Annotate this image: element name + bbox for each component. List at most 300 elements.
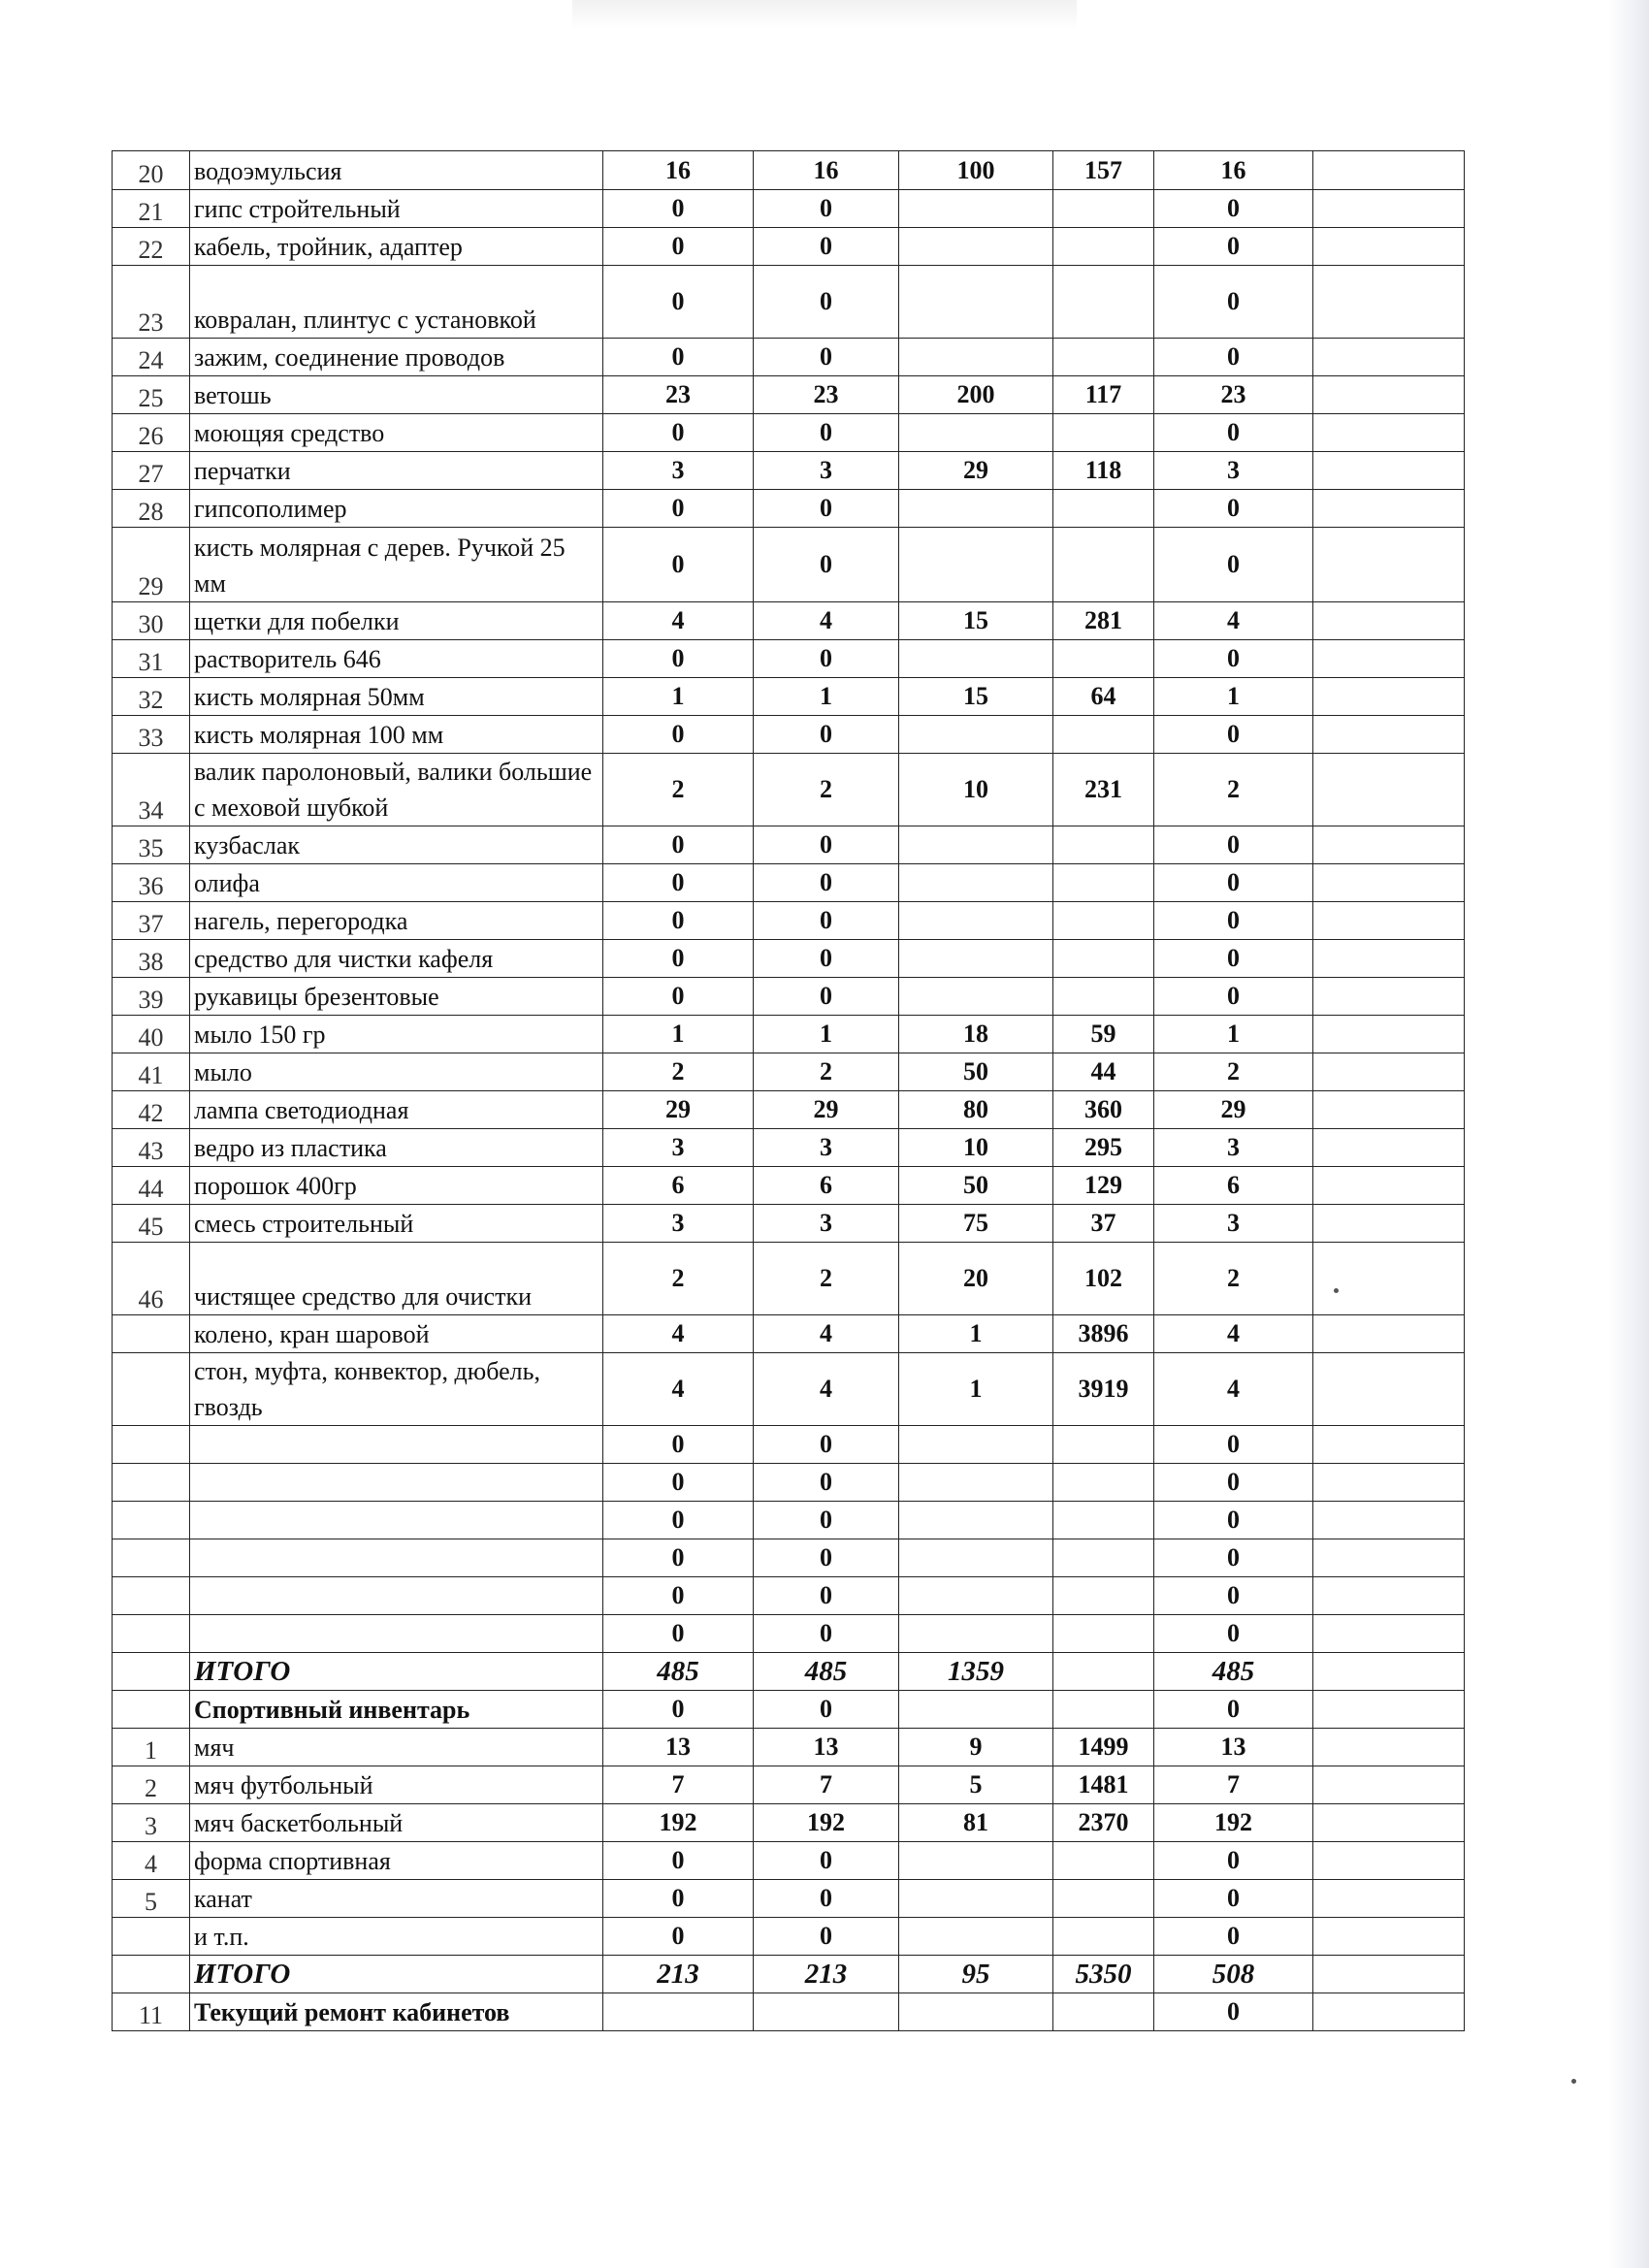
value-cell-3 xyxy=(899,826,1053,864)
table-row xyxy=(113,940,1465,978)
table-row xyxy=(113,1167,1465,1205)
value-cell-1: 0 xyxy=(603,978,754,1016)
value-cell-4 xyxy=(1053,1918,1154,1956)
value-cell-2: 0 xyxy=(754,864,899,902)
item-name-cell: смесь строительный xyxy=(190,1205,603,1243)
item-name-cell: нагель, перегородка xyxy=(190,902,603,940)
value-cell-3 xyxy=(899,716,1053,754)
table-row xyxy=(113,678,1465,716)
value-cell-4 xyxy=(1053,1691,1154,1729)
value-cell-5: 0 xyxy=(1154,1464,1313,1502)
row-number-cell xyxy=(113,1653,190,1691)
value-cell-3: 5 xyxy=(899,1766,1053,1804)
item-name-cell: мыло 150 гр xyxy=(190,1016,603,1053)
value-cell-3 xyxy=(899,864,1053,902)
value-cell-1: 213 xyxy=(603,1956,754,1993)
value-cell-3: 20 xyxy=(899,1243,1053,1315)
empty-cell xyxy=(1313,1691,1465,1729)
value-cell-5: 0 xyxy=(1154,1842,1313,1880)
row-number-cell: 26 xyxy=(113,414,190,452)
row-number-cell: 31 xyxy=(113,640,190,678)
value-cell-4: 157 xyxy=(1053,151,1154,190)
value-cell-4: 64 xyxy=(1053,678,1154,716)
row-number-cell: 41 xyxy=(113,1053,190,1091)
empty-cell xyxy=(1313,754,1465,826)
item-name-cell: ветошь xyxy=(190,376,603,414)
table-row xyxy=(113,826,1465,864)
row-number-cell xyxy=(113,1502,190,1539)
value-cell-3: 1 xyxy=(899,1315,1053,1353)
table-row xyxy=(113,190,1465,228)
table-row xyxy=(113,452,1465,490)
value-cell-4 xyxy=(1053,1577,1154,1615)
value-cell-4: 129 xyxy=(1053,1167,1154,1205)
value-cell-4 xyxy=(1053,1880,1154,1918)
item-name-cell: порошок 400гр xyxy=(190,1167,603,1205)
value-cell-5: 13 xyxy=(1154,1729,1313,1766)
value-cell-3 xyxy=(899,339,1053,376)
value-cell-2: 0 xyxy=(754,1577,899,1615)
row-number-cell: 25 xyxy=(113,376,190,414)
value-cell-2: 0 xyxy=(754,1918,899,1956)
row-number-cell: 28 xyxy=(113,490,190,528)
value-cell-1: 3 xyxy=(603,452,754,490)
value-cell-3 xyxy=(899,190,1053,228)
empty-cell xyxy=(1313,376,1465,414)
row-number-cell: 38 xyxy=(113,940,190,978)
value-cell-2: 0 xyxy=(754,1615,899,1653)
empty-cell xyxy=(1313,902,1465,940)
table-row xyxy=(113,490,1465,528)
value-cell-5: 3 xyxy=(1154,452,1313,490)
value-cell-2: 0 xyxy=(754,1539,899,1577)
empty-cell xyxy=(1313,151,1465,190)
value-cell-1 xyxy=(603,1993,754,2031)
value-cell-4: 118 xyxy=(1053,452,1154,490)
empty-cell xyxy=(1313,1842,1465,1880)
value-cell-3: 15 xyxy=(899,602,1053,640)
empty-cell xyxy=(1313,1315,1465,1353)
value-cell-4 xyxy=(1053,902,1154,940)
value-cell-4: 44 xyxy=(1053,1053,1154,1091)
item-name-cell: стон, муфта, конвектор, дюбель, гвоздь xyxy=(190,1353,603,1426)
value-cell-5: 0 xyxy=(1154,339,1313,376)
value-cell-2: 0 xyxy=(754,414,899,452)
value-cell-2 xyxy=(754,1993,899,2031)
empty-cell xyxy=(1313,1016,1465,1053)
value-cell-4 xyxy=(1053,228,1154,266)
item-name-cell xyxy=(190,1615,603,1653)
row-number-cell: 11 xyxy=(113,1993,190,2031)
value-cell-3: 29 xyxy=(899,452,1053,490)
table-row xyxy=(113,1315,1465,1353)
value-cell-2: 0 xyxy=(754,978,899,1016)
row-number-cell: 21 xyxy=(113,190,190,228)
row-number-cell xyxy=(113,1918,190,1956)
value-cell-2: 0 xyxy=(754,716,899,754)
value-cell-5: 0 xyxy=(1154,902,1313,940)
value-cell-1: 23 xyxy=(603,376,754,414)
value-cell-5: 0 xyxy=(1154,266,1313,339)
value-cell-2: 2 xyxy=(754,1243,899,1315)
value-cell-2: 23 xyxy=(754,376,899,414)
value-cell-4 xyxy=(1053,864,1154,902)
empty-cell xyxy=(1313,826,1465,864)
row-number-cell: 34 xyxy=(113,754,190,826)
row-number-cell: 22 xyxy=(113,228,190,266)
value-cell-3 xyxy=(899,414,1053,452)
item-name-cell: кисть молярная 50мм xyxy=(190,678,603,716)
value-cell-4 xyxy=(1053,978,1154,1016)
value-cell-2: 4 xyxy=(754,1353,899,1426)
value-cell-1: 3 xyxy=(603,1129,754,1167)
value-cell-1: 0 xyxy=(603,1577,754,1615)
empty-cell xyxy=(1313,1729,1465,1766)
value-cell-3: 10 xyxy=(899,754,1053,826)
value-cell-3: 15 xyxy=(899,678,1053,716)
value-cell-3 xyxy=(899,1918,1053,1956)
value-cell-5: 0 xyxy=(1154,1577,1313,1615)
empty-cell xyxy=(1313,716,1465,754)
item-name-cell: зажим, соединение проводов xyxy=(190,339,603,376)
value-cell-3: 1359 xyxy=(899,1653,1053,1691)
value-cell-5: 0 xyxy=(1154,640,1313,678)
value-cell-2: 0 xyxy=(754,1464,899,1502)
value-cell-2: 1 xyxy=(754,678,899,716)
item-name-cell: ИТОГО xyxy=(190,1653,603,1691)
value-cell-2: 0 xyxy=(754,902,899,940)
total-row xyxy=(113,1956,1465,1993)
value-cell-1: 2 xyxy=(603,1243,754,1315)
value-cell-1: 1 xyxy=(603,1016,754,1053)
value-cell-3 xyxy=(899,640,1053,678)
row-number-cell: 46 xyxy=(113,1243,190,1315)
row-number-cell xyxy=(113,1464,190,1502)
value-cell-2: 0 xyxy=(754,228,899,266)
value-cell-3 xyxy=(899,528,1053,602)
row-number-cell: 39 xyxy=(113,978,190,1016)
value-cell-5: 0 xyxy=(1154,864,1313,902)
table-row xyxy=(113,528,1465,602)
item-name-cell: растворитель 646 xyxy=(190,640,603,678)
empty-cell xyxy=(1313,1243,1465,1315)
table-row xyxy=(113,228,1465,266)
value-cell-4: 59 xyxy=(1053,1016,1154,1053)
empty-cell xyxy=(1313,940,1465,978)
value-cell-5: 2 xyxy=(1154,1053,1313,1091)
value-cell-2: 213 xyxy=(754,1956,899,1993)
value-cell-2: 0 xyxy=(754,1691,899,1729)
value-cell-4 xyxy=(1053,826,1154,864)
value-cell-5: 1 xyxy=(1154,678,1313,716)
value-cell-3 xyxy=(899,978,1053,1016)
value-cell-1: 2 xyxy=(603,754,754,826)
table-row xyxy=(113,1577,1465,1615)
row-number-cell: 43 xyxy=(113,1129,190,1167)
item-name-cell xyxy=(190,1539,603,1577)
table-row xyxy=(113,1129,1465,1167)
row-number-cell: 5 xyxy=(113,1880,190,1918)
value-cell-5: 192 xyxy=(1154,1804,1313,1842)
value-cell-4: 231 xyxy=(1053,754,1154,826)
empty-cell xyxy=(1313,1464,1465,1502)
value-cell-3 xyxy=(899,902,1053,940)
value-cell-4: 295 xyxy=(1053,1129,1154,1167)
item-name-cell: и т.п. xyxy=(190,1918,603,1956)
value-cell-2: 0 xyxy=(754,940,899,978)
item-name-cell: мяч баскетбольный xyxy=(190,1804,603,1842)
item-name-cell: рукавицы брезентовые xyxy=(190,978,603,1016)
item-name-cell: ковралан, плинтус с установкой xyxy=(190,266,603,339)
value-cell-1: 0 xyxy=(603,266,754,339)
empty-cell xyxy=(1313,266,1465,339)
value-cell-2: 3 xyxy=(754,452,899,490)
value-cell-1: 0 xyxy=(603,940,754,978)
value-cell-5: 16 xyxy=(1154,151,1313,190)
value-cell-2: 0 xyxy=(754,1426,899,1464)
value-cell-1: 4 xyxy=(603,602,754,640)
table-row xyxy=(113,1918,1465,1956)
value-cell-1: 6 xyxy=(603,1167,754,1205)
item-name-cell xyxy=(190,1577,603,1615)
value-cell-3 xyxy=(899,1880,1053,1918)
item-name-cell: гипсополимер xyxy=(190,490,603,528)
value-cell-1: 0 xyxy=(603,1539,754,1577)
item-name-cell: канат xyxy=(190,1880,603,1918)
item-name-cell: Спортивный инвентарь xyxy=(190,1691,603,1729)
empty-cell xyxy=(1313,1880,1465,1918)
table-row xyxy=(113,414,1465,452)
scan-dot xyxy=(1334,1288,1339,1293)
table-row xyxy=(113,1615,1465,1653)
value-cell-5: 0 xyxy=(1154,1539,1313,1577)
section-row xyxy=(113,1691,1465,1729)
value-cell-4: 117 xyxy=(1053,376,1154,414)
value-cell-3: 80 xyxy=(899,1091,1053,1129)
row-number-cell xyxy=(113,1315,190,1353)
value-cell-2: 0 xyxy=(754,1880,899,1918)
empty-cell xyxy=(1313,228,1465,266)
value-cell-4 xyxy=(1053,1464,1154,1502)
row-number-cell: 30 xyxy=(113,602,190,640)
value-cell-2: 0 xyxy=(754,826,899,864)
value-cell-5: 3 xyxy=(1154,1205,1313,1243)
value-cell-2: 3 xyxy=(754,1129,899,1167)
value-cell-5: 1 xyxy=(1154,1016,1313,1053)
inventory-table xyxy=(112,150,1465,2031)
table-row xyxy=(113,1016,1465,1053)
row-number-cell: 37 xyxy=(113,902,190,940)
value-cell-4 xyxy=(1053,528,1154,602)
value-cell-4 xyxy=(1053,1615,1154,1653)
value-cell-1: 0 xyxy=(603,826,754,864)
row-number-cell xyxy=(113,1353,190,1426)
item-name-cell: мяч футбольный xyxy=(190,1766,603,1804)
value-cell-1: 0 xyxy=(603,1464,754,1502)
item-name-cell: водоэмульсия xyxy=(190,151,603,190)
value-cell-4: 2370 xyxy=(1053,1804,1154,1842)
value-cell-4 xyxy=(1053,490,1154,528)
value-cell-3 xyxy=(899,1993,1053,2031)
empty-cell xyxy=(1313,678,1465,716)
item-name-cell xyxy=(190,1464,603,1502)
row-number-cell: 24 xyxy=(113,339,190,376)
item-name-cell: лампа светодиодная xyxy=(190,1091,603,1129)
row-number-cell xyxy=(113,1956,190,1993)
value-cell-3: 95 xyxy=(899,1956,1053,1993)
row-number-cell xyxy=(113,1577,190,1615)
table-row xyxy=(113,602,1465,640)
item-name-cell: кузбаслак xyxy=(190,826,603,864)
value-cell-1: 0 xyxy=(603,1842,754,1880)
value-cell-5: 0 xyxy=(1154,1426,1313,1464)
value-cell-3 xyxy=(899,228,1053,266)
empty-cell xyxy=(1313,1502,1465,1539)
value-cell-2: 192 xyxy=(754,1804,899,1842)
value-cell-2: 4 xyxy=(754,602,899,640)
row-number-cell xyxy=(113,1426,190,1464)
value-cell-1: 0 xyxy=(603,339,754,376)
value-cell-2: 7 xyxy=(754,1766,899,1804)
value-cell-2: 13 xyxy=(754,1729,899,1766)
table-row xyxy=(113,376,1465,414)
empty-cell xyxy=(1313,1091,1465,1129)
table-row xyxy=(113,339,1465,376)
empty-cell xyxy=(1313,1766,1465,1804)
value-cell-5: 0 xyxy=(1154,978,1313,1016)
value-cell-4: 281 xyxy=(1053,602,1154,640)
value-cell-4: 5350 xyxy=(1053,1956,1154,1993)
value-cell-1: 0 xyxy=(603,1918,754,1956)
value-cell-4: 1499 xyxy=(1053,1729,1154,1766)
value-cell-5: 0 xyxy=(1154,528,1313,602)
value-cell-2: 1 xyxy=(754,1016,899,1053)
value-cell-1: 29 xyxy=(603,1091,754,1129)
value-cell-5: 6 xyxy=(1154,1167,1313,1205)
row-number-cell: 40 xyxy=(113,1016,190,1053)
value-cell-4 xyxy=(1053,1993,1154,2031)
table-row xyxy=(113,1729,1465,1766)
value-cell-3: 75 xyxy=(899,1205,1053,1243)
table-row xyxy=(113,1766,1465,1804)
value-cell-3 xyxy=(899,1539,1053,1577)
row-number-cell: 2 xyxy=(113,1766,190,1804)
row-number-cell xyxy=(113,1539,190,1577)
value-cell-2: 0 xyxy=(754,528,899,602)
value-cell-3: 100 xyxy=(899,151,1053,190)
value-cell-1: 0 xyxy=(603,1615,754,1653)
value-cell-1: 192 xyxy=(603,1804,754,1842)
empty-cell xyxy=(1313,1615,1465,1653)
value-cell-3 xyxy=(899,490,1053,528)
row-number-cell: 1 xyxy=(113,1729,190,1766)
value-cell-3: 200 xyxy=(899,376,1053,414)
empty-cell xyxy=(1313,640,1465,678)
table-row xyxy=(113,1205,1465,1243)
item-name-cell: олифа xyxy=(190,864,603,902)
value-cell-2: 0 xyxy=(754,266,899,339)
value-cell-5: 2 xyxy=(1154,754,1313,826)
value-cell-2: 3 xyxy=(754,1205,899,1243)
value-cell-5: 508 xyxy=(1154,1956,1313,1993)
item-name-cell: мяч xyxy=(190,1729,603,1766)
row-number-cell: 42 xyxy=(113,1091,190,1129)
value-cell-3 xyxy=(899,1577,1053,1615)
value-cell-1: 7 xyxy=(603,1766,754,1804)
item-name-cell: валик паролоновый, валики большие с меховой шубкой xyxy=(190,754,603,826)
value-cell-2: 0 xyxy=(754,339,899,376)
value-cell-2: 4 xyxy=(754,1315,899,1353)
table-row xyxy=(113,1880,1465,1918)
value-cell-1: 0 xyxy=(603,864,754,902)
value-cell-4: 37 xyxy=(1053,1205,1154,1243)
row-number-cell xyxy=(113,1615,190,1653)
row-number-cell: 29 xyxy=(113,528,190,602)
value-cell-4: 3919 xyxy=(1053,1353,1154,1426)
value-cell-4 xyxy=(1053,940,1154,978)
row-number-cell: 36 xyxy=(113,864,190,902)
value-cell-3 xyxy=(899,1464,1053,1502)
empty-cell xyxy=(1313,190,1465,228)
value-cell-1: 4 xyxy=(603,1353,754,1426)
empty-cell xyxy=(1313,1956,1465,1993)
value-cell-5: 0 xyxy=(1154,490,1313,528)
item-name-cell: кабель, тройник, адаптер xyxy=(190,228,603,266)
item-name-cell: Текущий ремонт кабинетов xyxy=(190,1993,603,2031)
value-cell-3: 50 xyxy=(899,1053,1053,1091)
value-cell-2: 485 xyxy=(754,1653,899,1691)
item-name-cell: форма спортивная xyxy=(190,1842,603,1880)
value-cell-1: 0 xyxy=(603,640,754,678)
table-row xyxy=(113,1502,1465,1539)
value-cell-1: 13 xyxy=(603,1729,754,1766)
value-cell-3: 50 xyxy=(899,1167,1053,1205)
item-name-cell: мыло xyxy=(190,1053,603,1091)
scan-artifact xyxy=(572,0,1077,29)
value-cell-3 xyxy=(899,1615,1053,1653)
value-cell-2: 0 xyxy=(754,1842,899,1880)
empty-cell xyxy=(1313,1205,1465,1243)
table-row xyxy=(113,1842,1465,1880)
value-cell-2: 0 xyxy=(754,640,899,678)
value-cell-1: 0 xyxy=(603,190,754,228)
table-row xyxy=(113,1464,1465,1502)
value-cell-3 xyxy=(899,1691,1053,1729)
item-name-cell: ИТОГО xyxy=(190,1956,603,1993)
value-cell-1: 485 xyxy=(603,1653,754,1691)
table-row xyxy=(113,902,1465,940)
row-number-cell xyxy=(113,1691,190,1729)
empty-cell xyxy=(1313,1653,1465,1691)
table-row xyxy=(113,864,1465,902)
value-cell-4: 360 xyxy=(1053,1091,1154,1129)
value-cell-2: 6 xyxy=(754,1167,899,1205)
empty-cell xyxy=(1313,414,1465,452)
value-cell-1: 0 xyxy=(603,1880,754,1918)
value-cell-4 xyxy=(1053,190,1154,228)
value-cell-2: 0 xyxy=(754,490,899,528)
value-cell-5: 0 xyxy=(1154,190,1313,228)
table-row xyxy=(113,1053,1465,1091)
value-cell-4 xyxy=(1053,266,1154,339)
empty-cell xyxy=(1313,528,1465,602)
value-cell-5: 0 xyxy=(1154,228,1313,266)
total-row xyxy=(113,1653,1465,1691)
value-cell-1: 2 xyxy=(603,1053,754,1091)
value-cell-1: 0 xyxy=(603,528,754,602)
value-cell-4 xyxy=(1053,1653,1154,1691)
table-row xyxy=(113,716,1465,754)
